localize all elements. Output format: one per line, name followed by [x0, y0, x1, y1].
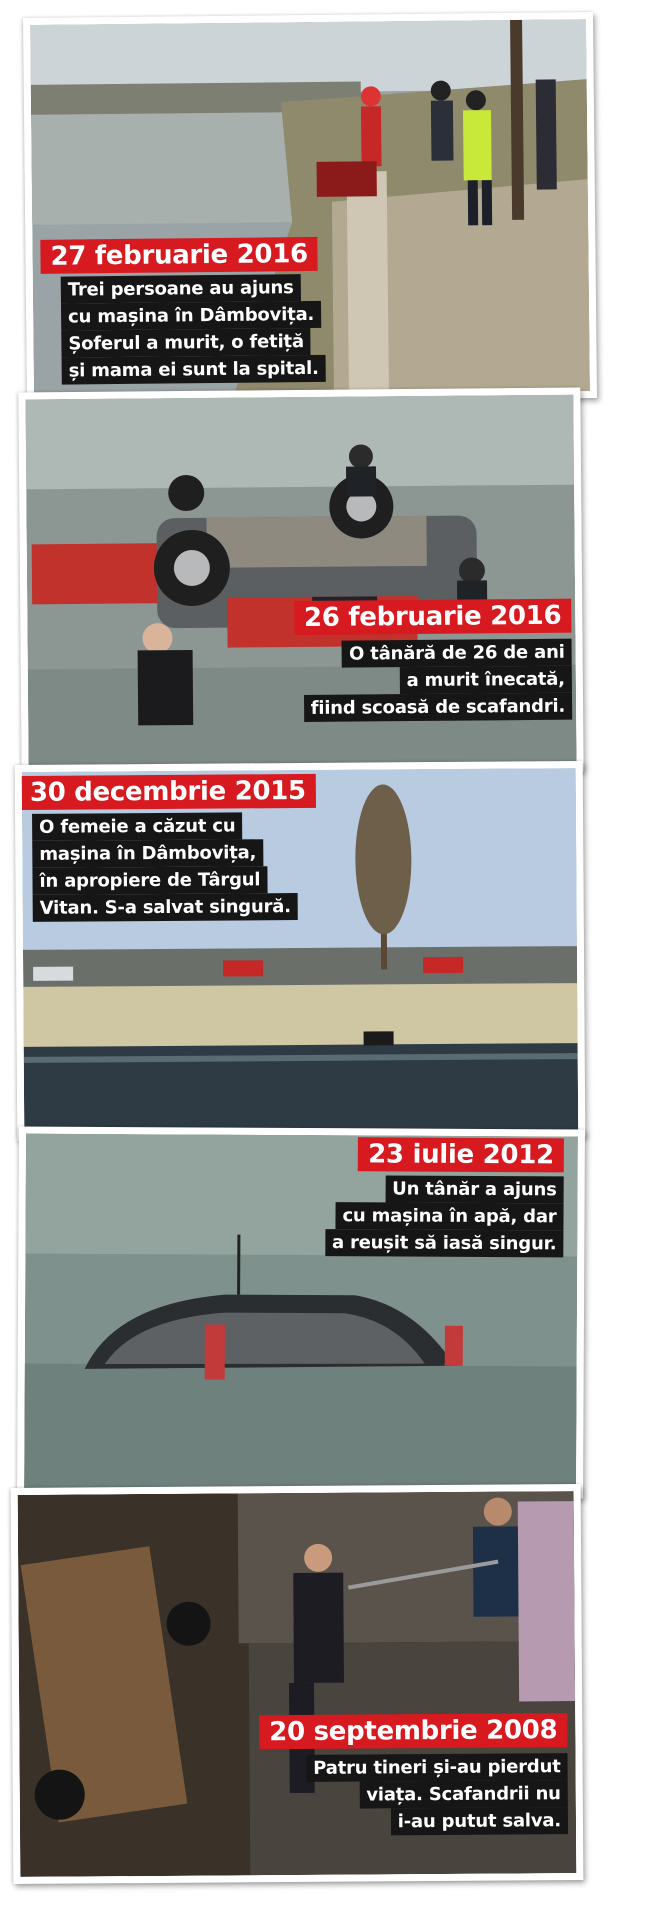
event-card-2016-02-27: [23, 12, 597, 404]
caption-line: i-au putut salva.: [391, 1807, 568, 1835]
caption-line: O femeie a căzut cu: [32, 812, 242, 840]
event-photo: [22, 768, 579, 1134]
caption-line: viața. Scafandrii nu: [359, 1780, 568, 1808]
caption-line: Vitan. S-a salvat singură.: [33, 893, 298, 922]
event-photo: [25, 395, 576, 770]
caption-line: și mama ei sunt la spital.: [62, 355, 326, 385]
caption-line: fiind scoasă de scafandri.: [304, 693, 573, 722]
caption-line: a reușit să iasă singur.: [325, 1229, 564, 1257]
event-date: 30 decembrie 2015: [22, 774, 316, 810]
event-photo: [18, 1491, 577, 1877]
caption-line: Trei persoane au ajuns: [61, 274, 301, 304]
caption-line: Șoferul a murit, o fetiță: [61, 328, 311, 358]
caption-line: cu mașina în Dâmbovița.: [61, 301, 321, 331]
event-caption: [303, 639, 572, 722]
event-caption: [306, 1753, 568, 1836]
caption-line: O tânără de 26 de ani: [342, 639, 572, 668]
caption-line: cu mașina în apă, dar: [335, 1202, 563, 1230]
caption-line: Un tânăr a ajuns: [385, 1175, 564, 1203]
event-caption: [61, 274, 326, 385]
caption-line: mașina în Dâmbovița,: [32, 839, 263, 868]
event-date: 26 februarie 2016: [294, 599, 572, 635]
event-card-2008-09-20: [11, 1484, 584, 1884]
caption-line: Patru tineri și-au pierdut: [306, 1753, 568, 1782]
event-date: 23 iulie 2012: [358, 1137, 564, 1172]
event-caption: [32, 812, 298, 922]
event-card-2012-07-23: [17, 1127, 585, 1499]
event-card-2015-12-30: [15, 761, 586, 1141]
event-photo: [30, 19, 590, 397]
event-date: 27 februarie 2016: [40, 237, 318, 274]
caption-line: în apropiere de Târgul: [32, 866, 267, 895]
event-date: 20 septembrie 2008: [259, 1713, 567, 1749]
event-caption: [325, 1175, 564, 1257]
caption-line: a murit înecată,: [399, 666, 572, 695]
event-card-2016-02-26: [18, 388, 583, 777]
event-photo: [24, 1134, 578, 1492]
